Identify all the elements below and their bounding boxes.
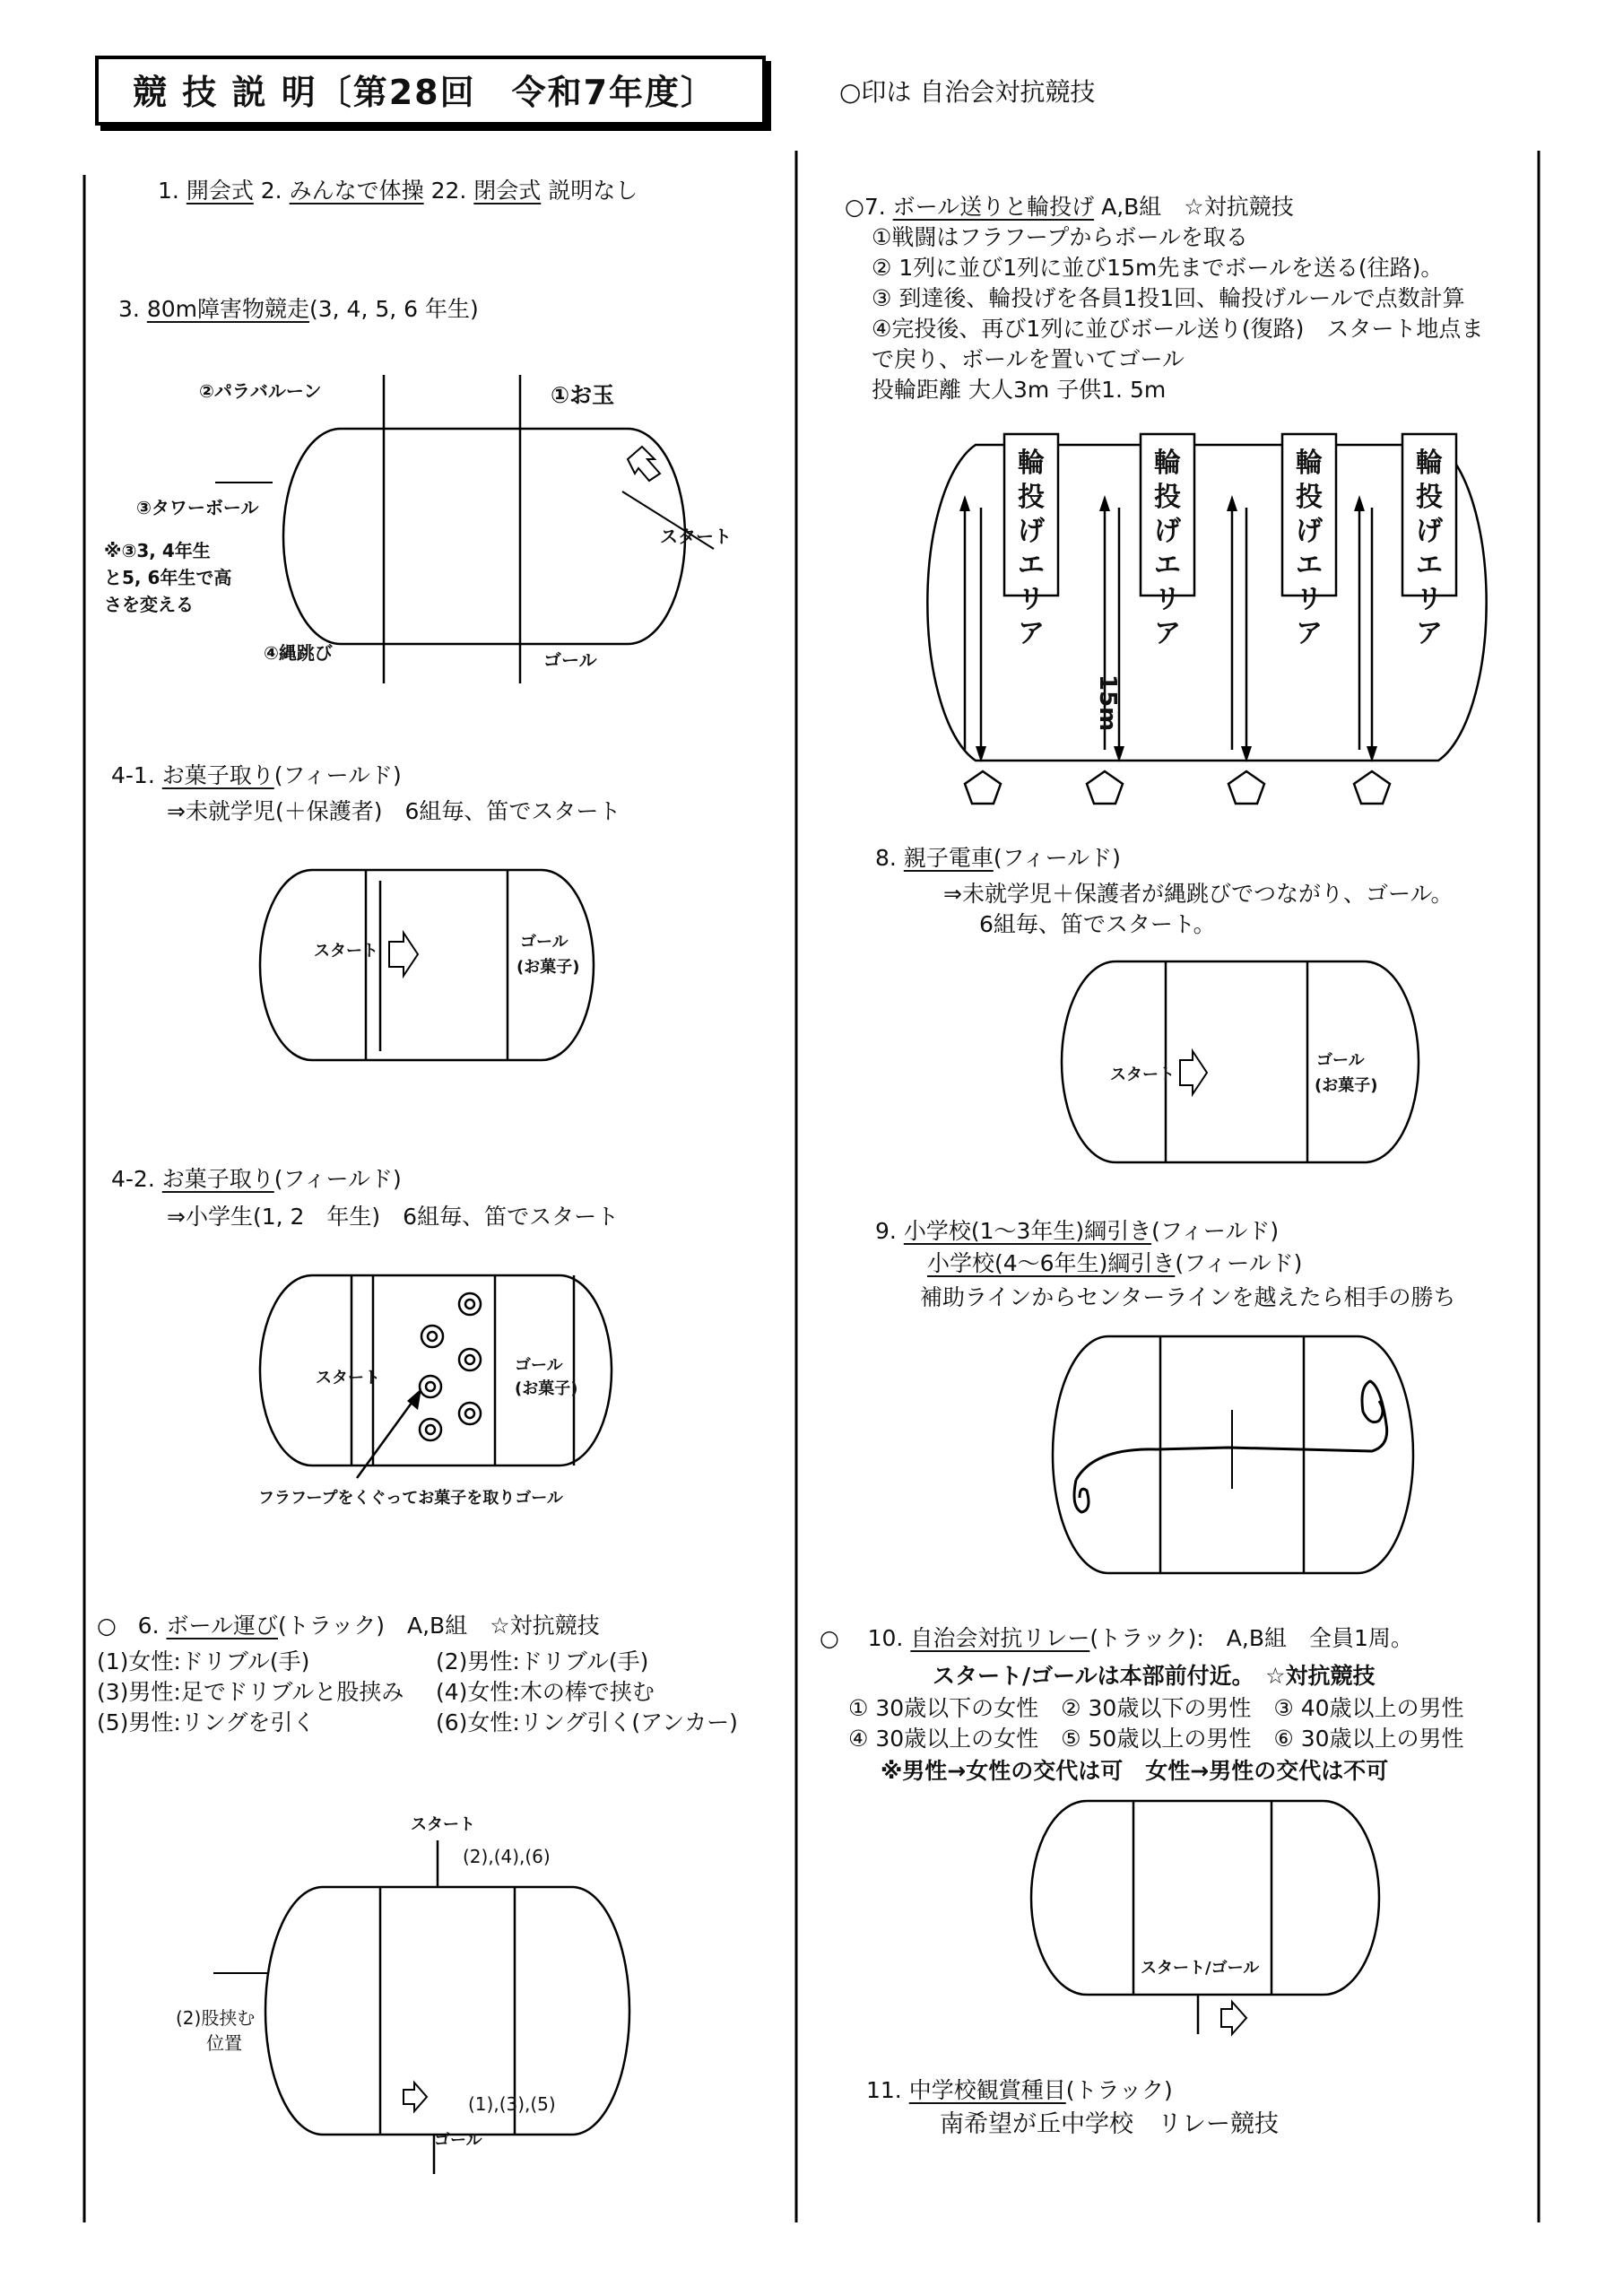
event-9-heading-2: 小学校(4～6年生)綱引き(フィールド) <box>927 1250 1303 1276</box>
event-11-heading: 11. 中学校観賞種目(トラック) <box>866 2077 1173 2103</box>
page-title: 競 技 説 明〔第28回 令和7年度〕 <box>133 73 717 112</box>
event-8-desc-2: 6組毎、笛でスタート。 <box>979 911 1216 937</box>
event-6-item-1: (1)女性:ドリブル(手) <box>97 1648 310 1674</box>
start-goal-label: スタート/ゴール <box>1141 1959 1260 1978</box>
event-7-line-1: ①戦闘はフラフープからボールを取る <box>872 224 1248 250</box>
event-7-line-2: ② 1列に並び1列に並び15m先までボールを送る(往路)。 <box>872 255 1444 281</box>
event-3-heading: 3. 80m障害物競走(3, 4, 5, 6 年生) <box>118 296 479 322</box>
lower-runners: (1),(3),(5) <box>468 2093 556 2115</box>
event-4-1-desc: ⇒未就学児(＋保護者) 6組毎、笛でスタート <box>167 798 621 824</box>
event-6-item-5: (5)男性:リングを引く <box>97 1709 316 1735</box>
hoop-caption: フラフープをくぐってお菓子を取りゴール <box>258 1489 563 1508</box>
ring-area-1-label: 輪投げエリア <box>1018 448 1045 649</box>
event-10-line-2: スタート/ゴールは本部前付近。 ☆対抗競技 <box>933 1663 1376 1689</box>
ball-label: ①お玉 <box>551 382 615 408</box>
side-note-2: 位置 <box>206 2032 242 2054</box>
goal-label: ゴール <box>1316 1051 1365 1070</box>
start-label: スタート <box>411 1815 475 1834</box>
event-11-desc: 南希望が丘中学校 リレー競技 <box>940 2110 1279 2138</box>
event-4-1-heading: 4-1. お菓子取り(フィールド) <box>111 762 402 788</box>
event-6-item-6: (6)女性:リング引く(アンカー) <box>436 1709 738 1735</box>
event-4-2-desc: ⇒小学生(1, 2 年生) 6組毎、笛でスタート <box>167 1204 620 1230</box>
goal-label: ゴール <box>515 1356 563 1375</box>
event-7-heading: ○7. ボール送りと輪投げ A,B組 ☆対抗競技 <box>845 194 1294 220</box>
event-9-heading-1: 9. 小学校(1～3年生)綱引き(フィールド) <box>875 1218 1280 1244</box>
ring-area-3-label: 輪投げエリア <box>1296 448 1323 649</box>
event-6-item-4: (4)女性:木の棒で挟む <box>436 1679 655 1705</box>
goal-sub-label: (お菓子) <box>515 1379 578 1398</box>
event-10-line-4: ④ 30歳以上の女性 ⑤ 50歳以上の男性 ⑥ 30歳以上の男性 <box>848 1726 1464 1752</box>
event-4-2-heading: 4-2. お菓子取り(フィールド) <box>111 1166 402 1192</box>
upper-runners: (2),(4),(6) <box>463 1846 551 1867</box>
goal-label: ゴール <box>434 2131 482 2150</box>
event-10-heading: ○ 10. 自治会対抗リレー(トラック): A,B組 全員1周。 <box>820 1625 1413 1651</box>
goal-label: ゴール <box>543 649 597 671</box>
event-9-desc: 補助ラインからセンターラインを越えたら相手の勝ち <box>920 1284 1456 1310</box>
legend-note: ○印は 自治会対抗競技 <box>839 77 1096 107</box>
event-6-item-3: (3)男性:足でドリブルと股挟み <box>97 1679 404 1705</box>
event-7-line-5: で戻り、ボールを置いてゴール <box>872 346 1185 372</box>
ring-area-2-label: 輪投げエリア <box>1154 448 1181 649</box>
event-7-line-4: ④完投後、再び1列に並びボール送り(復路) スタート地点ま <box>872 316 1484 342</box>
parachute-label: ②パラバルーン <box>199 380 322 402</box>
event-7-line-3: ③ 到達後、輪投げを各員1投1回、輪投げルールで点数計算 <box>872 285 1465 311</box>
ring-area-4-label: 輪投げエリア <box>1416 448 1443 649</box>
tower-note-3: さを変える <box>104 594 194 615</box>
start-label: スタート <box>316 1369 380 1387</box>
event-6-item-2: (2)男性:ドリブル(手) <box>436 1648 649 1674</box>
start-label: スタート <box>660 526 732 547</box>
event-10-line-5: ※男性→女性の交代は可 女性→男性の交代は不可 <box>881 1758 1389 1784</box>
goal-label: ゴール <box>520 933 568 952</box>
event-1-2-22: 1. 開会式 2. みんなで体操 22. 閉会式 説明なし <box>158 178 638 204</box>
rope-label: ④縄跳び <box>264 642 333 664</box>
tower-note-1: ※③3, 4年生 <box>104 540 211 561</box>
goal-sub-label: (お菓子) <box>516 958 580 977</box>
start-label: スタート <box>314 942 378 961</box>
event-10-line-3: ① 30歳以下の女性 ② 30歳以下の男性 ③ 40歳以上の男性 <box>848 1695 1464 1721</box>
tower-note-2: と5, 6年生で高 <box>104 567 232 588</box>
event-6-heading: ○ 6. ボール運び(トラック) A,B組 ☆対抗競技 <box>97 1613 600 1639</box>
tower-label: ③タワーボール <box>136 497 259 518</box>
event-7-line-6: 投輪距離 大人3m 子供1. 5m <box>872 377 1167 403</box>
distance-15m-label: 15m <box>1094 674 1121 732</box>
event-8-heading: 8. 親子電車(フィールド) <box>875 845 1121 871</box>
side-note-1: (2)股挟む <box>176 2007 256 2029</box>
event-8-desc-1: ⇒未就学児＋保護者が縄跳びでつながり、ゴール。 <box>943 881 1454 907</box>
start-label: スタート <box>1110 1065 1175 1084</box>
goal-sub-label: (お菓子) <box>1315 1076 1378 1095</box>
